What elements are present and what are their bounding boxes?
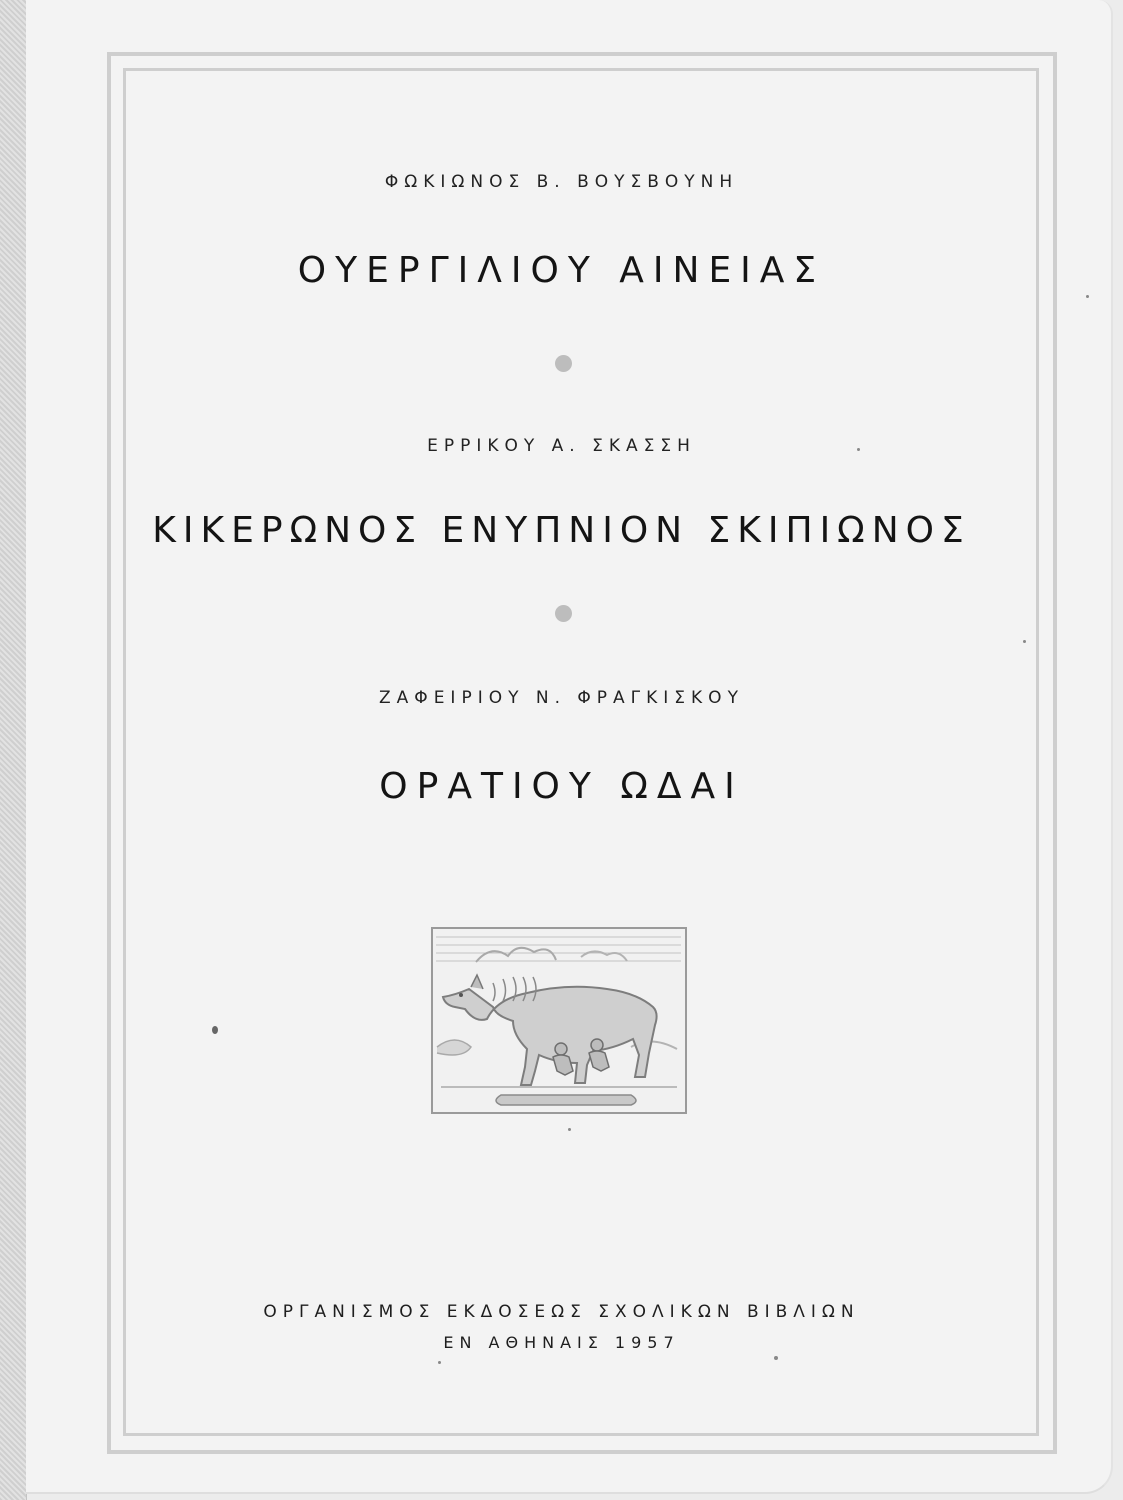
title-2: ΚΙΚΕΡΩΝΟΣ ΕΝΥΠΝΙΟΝ ΣΚΙΠΙΩΝΟΣ [152, 510, 971, 551]
stain-speck [1086, 295, 1089, 298]
author-2: ΕΡΡΙΚΟΥ Α. ΣΚΑΣΣΗ [427, 436, 696, 456]
separator-dot-1 [555, 355, 572, 372]
stain-speck [212, 1026, 218, 1034]
publisher-name: ΟΡΓΑΝΙΣΜΟΣ ΕΚΔΟΣΕΩΣ ΣΧΟΛΙΚΩΝ ΒΙΒΛΙΩΝ [263, 1302, 860, 1322]
place-year: ΕΝ ΑΘΗΝΑΙΣ 1957 [443, 1333, 680, 1352]
title-3: ΟΡΑΤΙΟΥ ΩΔΑΙ [379, 766, 744, 807]
stain-speck [438, 1361, 441, 1364]
separator-dot-2 [555, 605, 572, 622]
cloth-spine [0, 0, 27, 1500]
stain-speck [857, 448, 860, 451]
capitoline-wolf-emblem [431, 927, 687, 1114]
author-1: ΦΩΚΙΩΝΟΣ Β. ΒΟΥΣΒΟΥΝΗ [384, 172, 739, 192]
author-3: ΖΑΦΕΙΡΙΟΥ Ν. ΦΡΑΓΚΙΣΚΟΥ [379, 688, 744, 708]
stain-speck [774, 1356, 778, 1360]
stain-speck [568, 1128, 571, 1131]
stain-speck [1023, 640, 1026, 643]
title-1: ΟΥΕΡΓΙΛΙΟΥ ΑΙΝΕΙΑΣ [297, 250, 826, 291]
